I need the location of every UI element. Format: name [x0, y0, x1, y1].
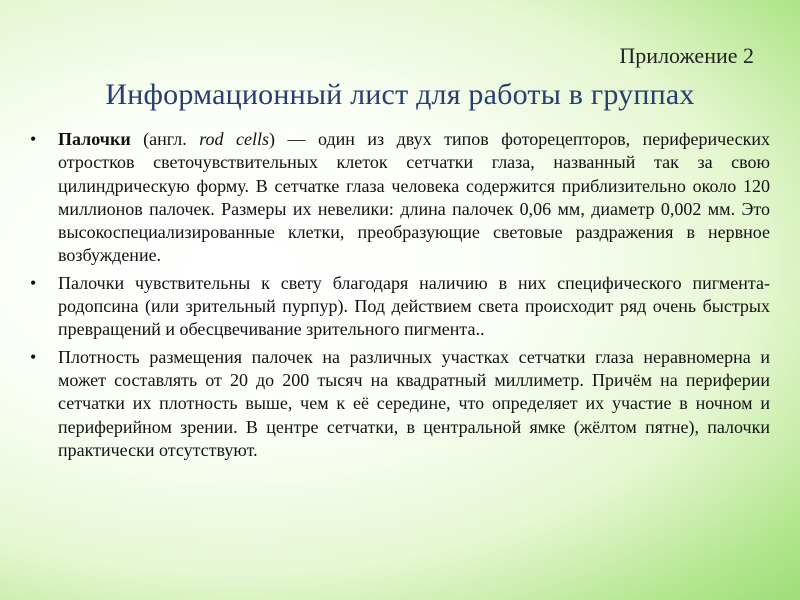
bullet-text: [58, 128, 770, 268]
term-rods: Палочки: [58, 129, 131, 149]
appendix-label: Приложение 2: [619, 43, 754, 68]
bullet-list: [28, 128, 770, 466]
page-title: Информационный лист для работы в группах: [105, 78, 695, 111]
english-term: rod cells: [199, 129, 270, 149]
bullet-marker: •: [30, 272, 37, 293]
definition-text: ) — один из двух типов фоторецепторов, периферических отростков светочувствительных клеток сетчатки глаза, названный так за свою цилиндрическую форму. В сетчатке глаза человека содержится приблизительно около 120 миллионов палочек. Размеры их невелики: длина палочек 0,06 мм, диаметр 0,002 мм. Это высокоспециализированные клетки, преобразующие световые раздражения в нервное возбуждение.: [58, 129, 771, 266]
bullet-item-rods-sensitivity: [28, 272, 770, 342]
bullet-text: Плотность размещения палочек на различных участках сетчатки глаза неравномерна и может составлять от 20 до 200 тысяч на квадратный миллиметр. Причём на периферии сетчатки их плотность выше, чем к её середине, что определяет их участие в ночном и периферийном зрении. В центре сетчатки, в центральной ямке (жёлтом пятне), палочки практически отсутствуют.: [58, 346, 770, 460]
bullet-marker: •: [30, 346, 37, 367]
bullet-item-rods-density: [28, 346, 770, 462]
bullet-marker: •: [30, 129, 37, 149]
bullet-item-rods-definition: [28, 128, 770, 268]
bullet-text: Палочки чувствительны к свету благодаря наличию в них специфического пигмента-родопсина (или зрительный пурпур). Под действием света происходит ряд очень быстрых превращений и обесцвечивание зрительного пигмента..: [58, 272, 770, 340]
english-prefix: (англ.: [130, 129, 200, 149]
